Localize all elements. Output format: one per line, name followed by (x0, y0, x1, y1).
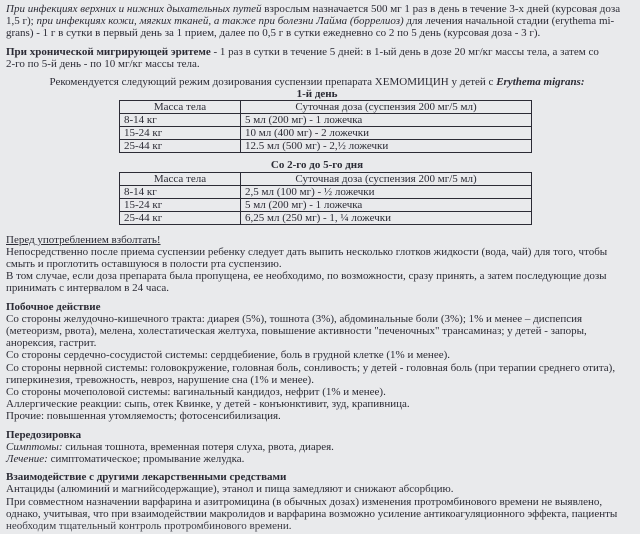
overdose-text: Симптомы: сильная тошнота, временная потеря слуха, рвота, диарея. Лечение: симптоматическое; промывание желудка. (6, 440, 334, 466)
table-header-cell: Суточная доза (суспензия 200 мг/5 мл) (241, 172, 532, 185)
table-cell: 15-24 кг (120, 127, 241, 140)
table-header-cell: Суточная доза (суспензия 200 мг/5 мл) (241, 101, 532, 114)
shake-section: Перед употреблением взболтать! Непосредственно после приема суспензии ребенку следует дать выпить несколько глотков жидкости (вода, чай) для того, чтобы смыть и проглотить оставшуюся в полости рта суспензию. В том случае, если доза препарата была пропущена, ее необходимо, по возможности, сразу принять, а затем последующие дозы принимать с интервалом в 24 часа. (6, 233, 608, 295)
table-cell: 25-44 кг (120, 211, 241, 224)
dosage-respiratory-paragraph: При инфекциях верхних и нижних дыхательных путей взрослым назначается 500 мг 1 раз в день в течение 3-х дней (курсовая доза 1,5 г); при инфекциях кожи, мягких тканей, а также при болезни Лайма (боррелиоз) для лечения начальной стадии (erythema mi- grans) - 1 г в сутки в первый день за 1 прием, далее по 0,5 г в сутки ежедневно со 2 по 5 день (курсовая доза - 3 г). (6, 3, 621, 40)
table-header-cell: Масса тела (120, 172, 241, 185)
table-header-cell: Масса тела (120, 101, 241, 114)
shake-heading: Перед употреблением взболтать! (6, 233, 161, 246)
table1-title: 1-й день (296, 88, 338, 101)
dosage-table-day1 (119, 100, 532, 153)
side-effects-heading: Побочное действие (6, 300, 101, 313)
table-cell: 5 мл (200 мг) - 1 ложечка (241, 198, 532, 211)
table-cell: 8-14 кг (120, 185, 241, 198)
table-header-row (120, 172, 532, 185)
regimen-caption: Рекомендуется следующий режим дозирования суспензии препарата ХЕМОМИЦИН у детей с Erythema migrans: (49, 76, 585, 89)
table-cell: 6,25 мл (250 мг) - 1, ¼ ложечки (241, 211, 532, 224)
table-row (120, 185, 532, 198)
table2-title: Со 2-го до 5-го дня (270, 159, 364, 172)
interaction-heading: Взаимодействие с другими лекарственными средствами (6, 471, 287, 484)
table-row (120, 140, 532, 153)
table-cell: 10 мл (400 мг) - 2 ложечки (241, 127, 532, 140)
table-cell: 15-24 кг (120, 198, 241, 211)
table-cell: 25-44 кг (120, 140, 241, 153)
side-effects-text: Со стороны желудочно-кишечного тракта: диарея (5%), тошнота (3%), абдоминальные боли (3%); 1% и менее – диспепсия (метеоризм, рвота), мелена, холестатическая желтуха, повышение активности "печеночных" трансаминаз; у детей - запоры, анорексия, гастрит. Со стороны сердечно-сосудистой системы: сердцебиение, боль в грудной клетке (1% и менее). Со стороны нервной системы: головокружение, головная боль, сонливость; у детей - головная боль (при терапии среднего отита), гиперкинезия, тревожность, невроз, нарушение сна (1% и менее). Со стороны мочеполовой системы: вагинальный кандидоз, нефрит (1% и менее). Аллергические реакции: сыпь, отек Квинке, у детей - конъюнктивит, зуд, крапивница. Прочие: повышенная утомляемость; фотосенсибилизация. (6, 312, 616, 423)
table-row (120, 211, 532, 224)
dosage-table-day2-5 (119, 172, 532, 225)
table-cell: 2,5 мл (100 мг) - ½ ложечки (241, 185, 532, 198)
table-row (120, 114, 532, 127)
table-row (120, 127, 532, 140)
interaction-text: Антациды (алюминий и магнийсодержащие), этанол и пища замедляют и снижают абсорбцию. При совместном назначении варфарина и азитромицина (в обычных дозах) изменения протромбинового времени не выявлено, однако, учитывая, что при взаимодействии макролидов и варфарина возможно усиление антикоагуляционного эффекта, пациенты необходим тщательный контроль протромбинового времени. (6, 483, 618, 533)
table-header-row (120, 101, 532, 114)
table-cell: 5 мл (200 мг) - 1 ложечка (241, 114, 532, 127)
table-row (120, 198, 532, 211)
table-cell: 12.5 мл (500 мг) - 2,½ ложечки (241, 140, 532, 153)
overdose-heading: Передозировка (6, 428, 82, 441)
table-cell: 8-14 кг (120, 114, 241, 127)
dosage-erythema-paragraph: При хронической мигрирующей эритеме - 1 раз в сутки в течение 5 дней: в 1-ый день в дозе 20 мг/кг массы тела, а затем со 2-го по 5-й день - по 10 мг/кг массы тела. (6, 45, 599, 70)
